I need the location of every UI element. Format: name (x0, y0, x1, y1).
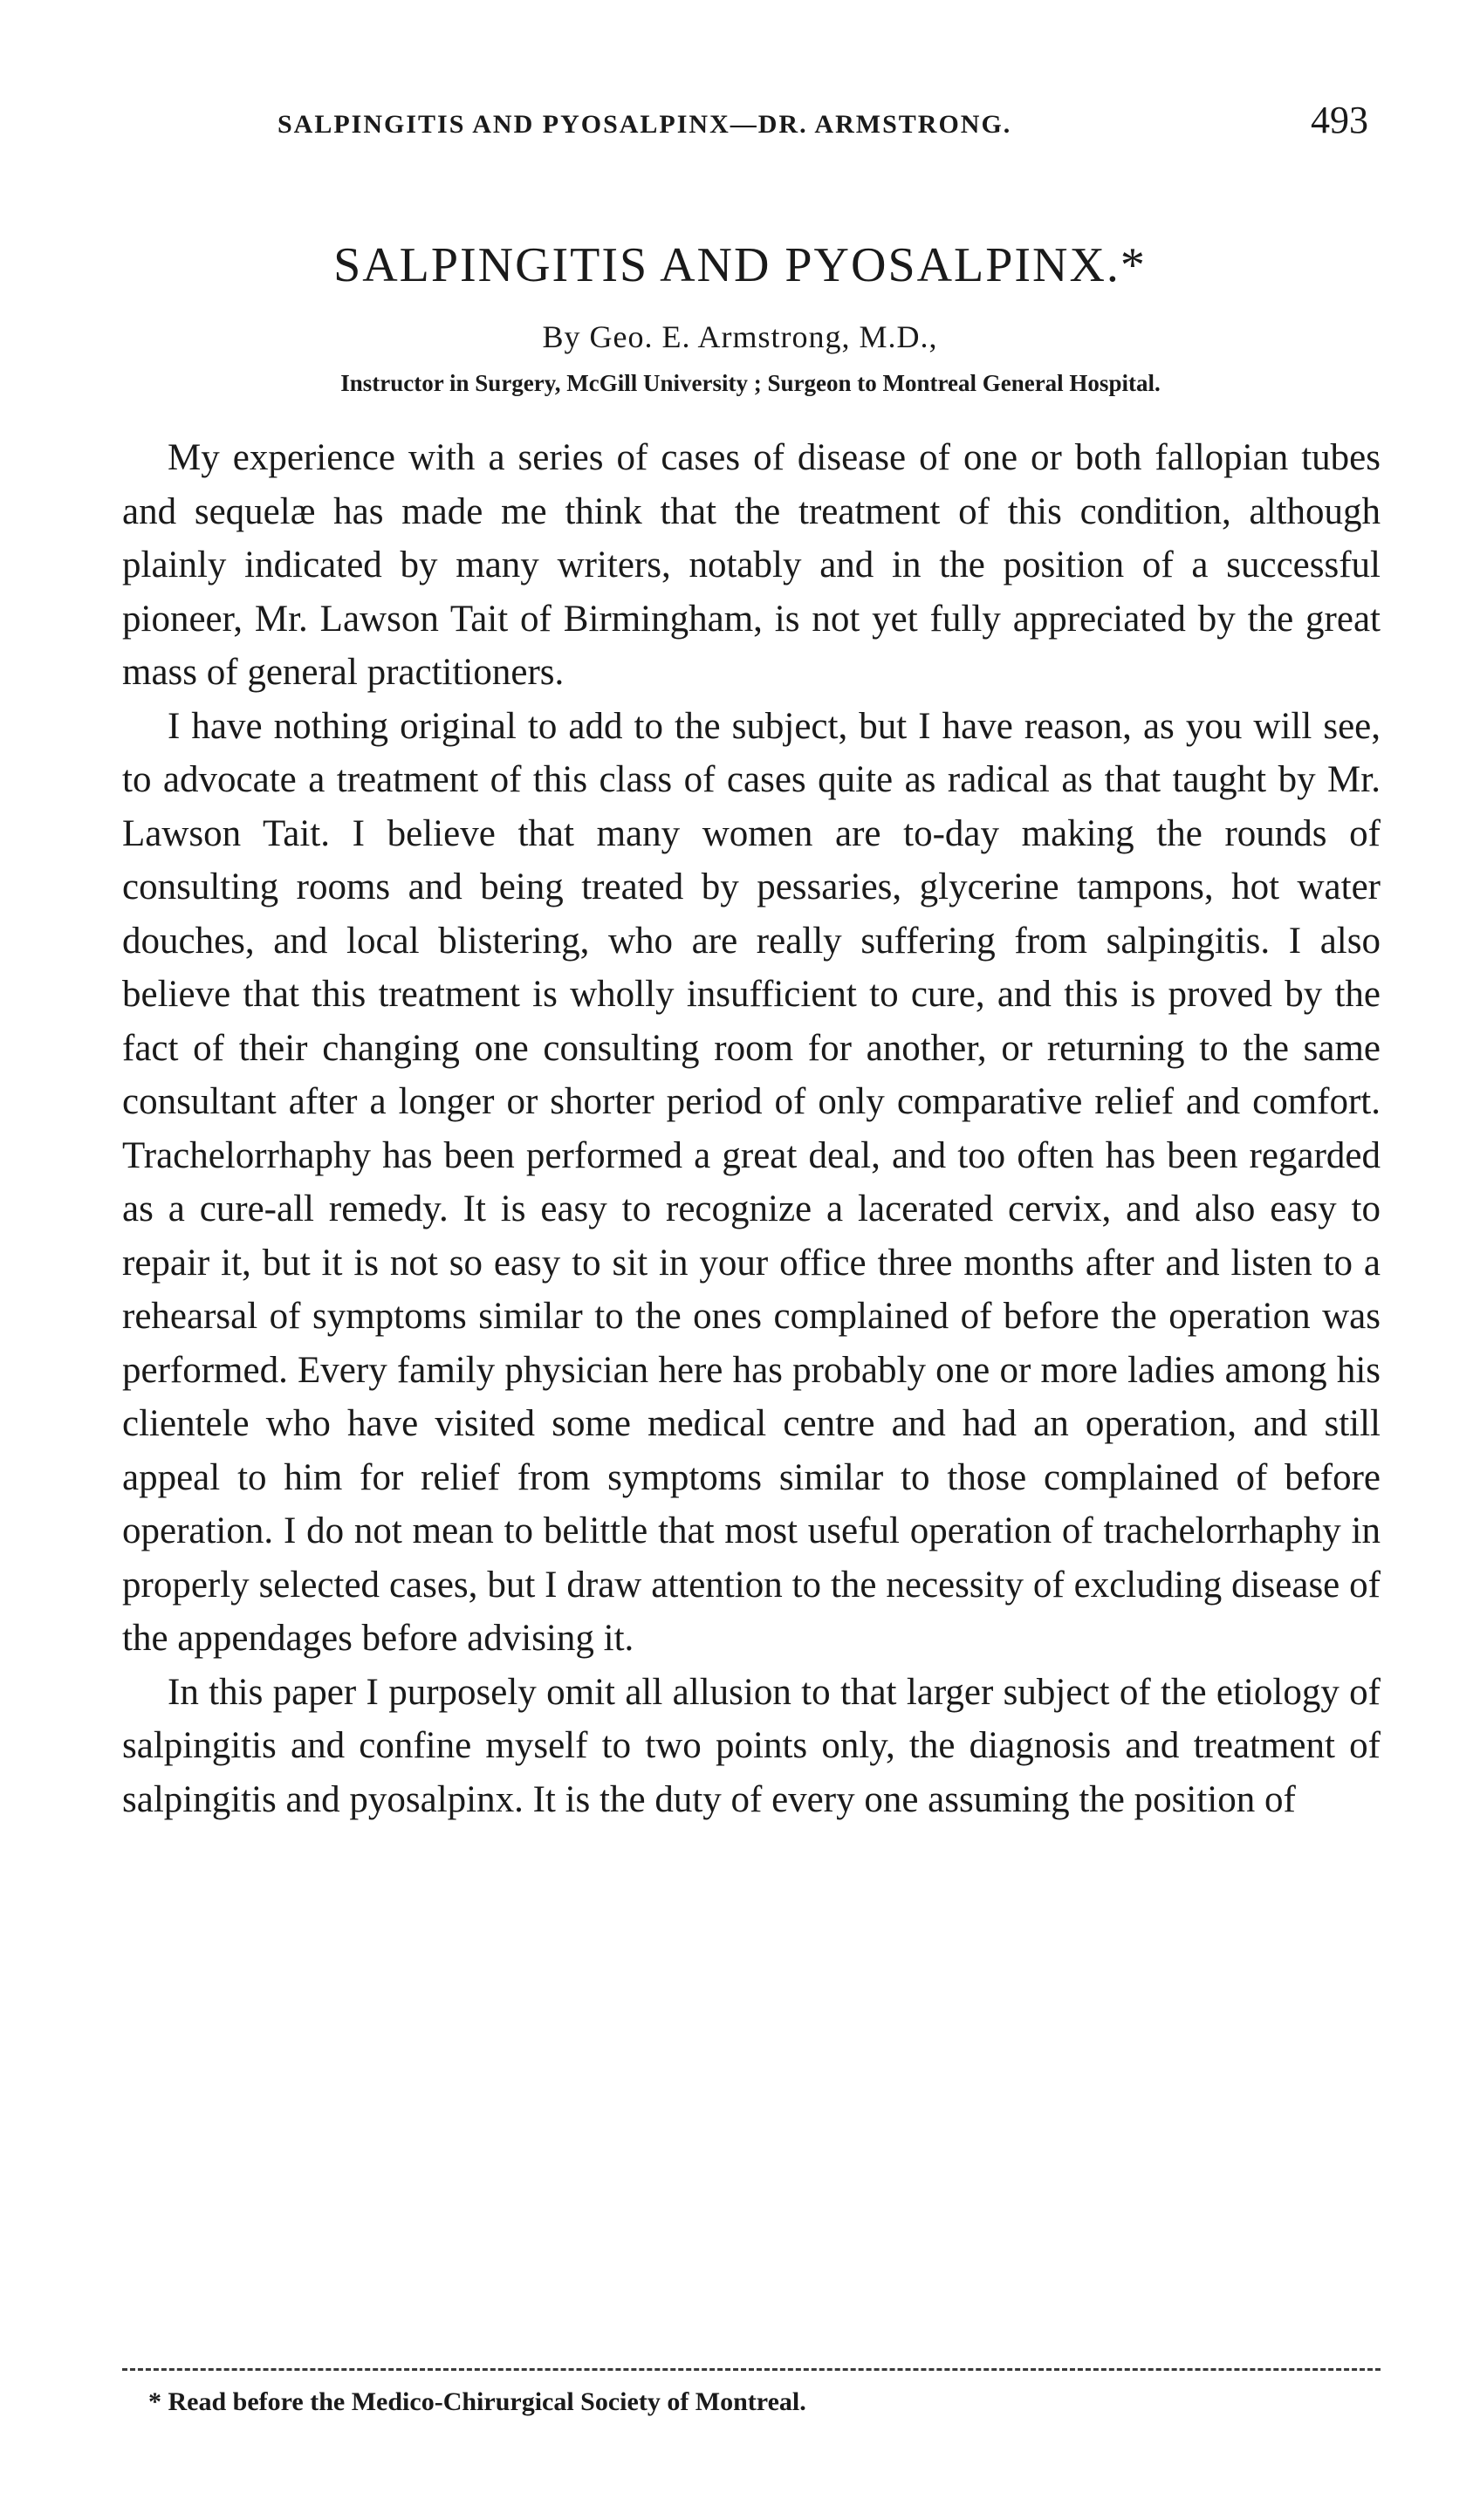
article-body (122, 431, 1381, 1826)
page-number: 493 (1311, 99, 1368, 141)
author-affiliation: Instructor in Surgery, McGill University ; Surgeon to Montreal General Hospital. (340, 370, 1161, 396)
article-title: SALPINGITIS AND PYOSALPINX.* (333, 238, 1147, 292)
paragraph: In this paper I purposely omit all allusion to that larger subject of the etiology of salpingitis and confine myself to two points only, the diagnosis and treatment of salpingitis and pyosalpinx. It is the duty of every one assuming the position of (122, 1671, 1381, 1820)
running-header (278, 98, 1368, 150)
footnote: * Read before the Medico-Chirurgical Society of Montreal. (148, 2387, 806, 2416)
footnote-divider (122, 2368, 1381, 2371)
author-byline: By Geo. E. Armstrong, M.D., (542, 319, 938, 354)
running-title: SALPINGITIS AND PYOSALPINX—DR. ARMSTRONG. (278, 110, 1012, 139)
paragraph: My experience with a series of cases of disease of one or both fallopian tubes and sequelæ has made me think that the treatment of this condition, although plainly indicated by many writers, notably and in the position of a successful pioneer, Mr. Lawson Tait of Birmingham, is not yet fully appreciated by the great mass of general practitioners. (122, 437, 1381, 693)
paragraph: I have nothing original to add to the subject, but I have reason, as you will see, to advocate a treatment of this class of cases quite as radical as that taught by Mr. Lawson Tait. I believe that many women are to-day making the rounds of consulting rooms and being treated by pessaries, glycerine tampons, hot water douches, and local blistering, who are really suffering from salpingitis. I also believe that this treatment is wholly insufficient to cure, and this is proved by the fact of their changing one consulting room for another, or returning to the same consultant after a longer or shorter period of only comparative relief and comfort. Trachelorrhaphy has been performed a great deal, and too often has been regarded as a cure-all remedy. It is easy to recognize a lacerated cervix, and also easy to repair it, but it is not so easy to sit in your office three months after and listen to a rehearsal of symptoms similar to the ones complained of before the operation was performed. Every family physician here has probably one or more ladies among his clientele who have visited some medical centre and had an operation, and still appeal to him for relief from symptoms similar to those complained of before operation. I do not mean to belittle that most useful operation of trachelorrhaphy in properly selected cases, but I draw attention to the necessity of excluding disease of the appendages before advising it. (122, 705, 1381, 1659)
